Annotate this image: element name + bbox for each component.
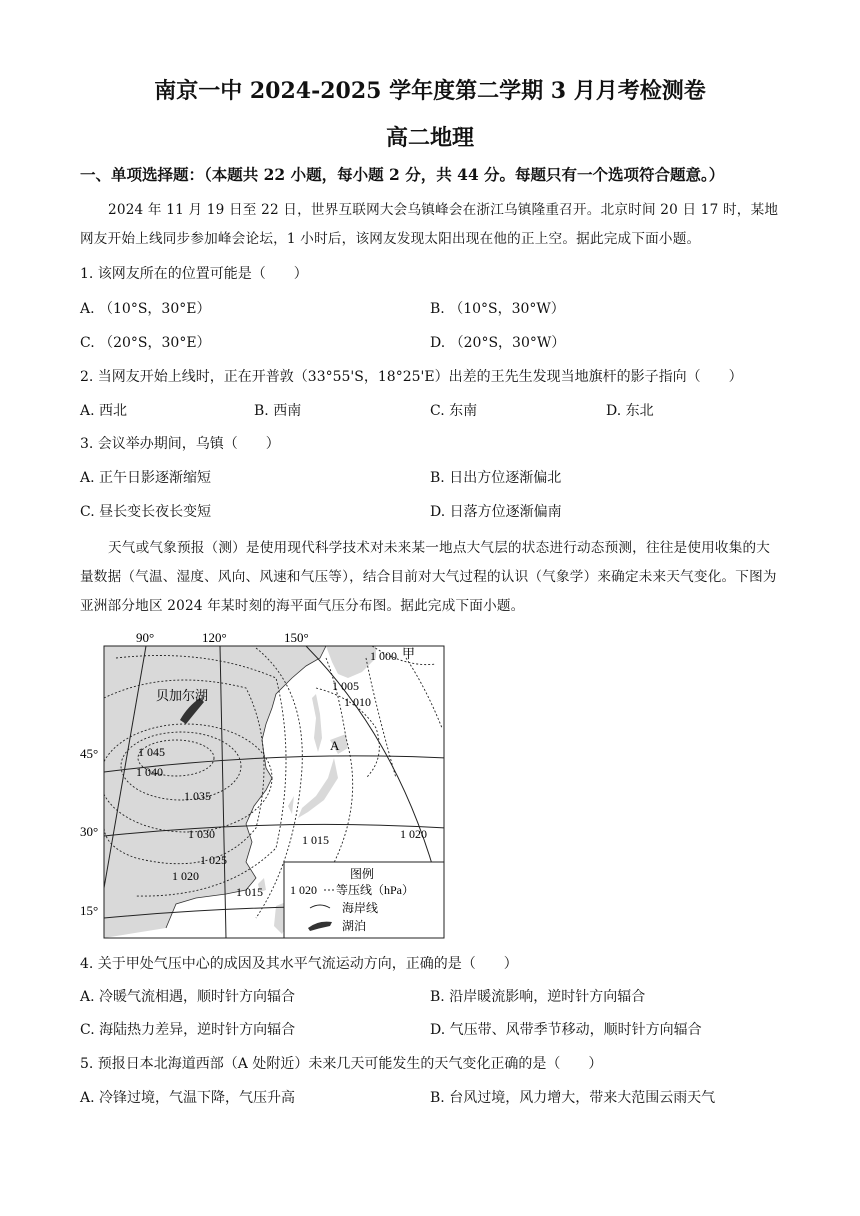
legend-isobar-text: 等压线（hPa）	[336, 883, 415, 897]
q3-option-b: B. 日出方位逐渐偏北	[430, 470, 562, 486]
legend-isobar-sample: 1 020	[290, 883, 317, 897]
q3-option-c: C. 昼长变长夜长变短	[80, 504, 212, 520]
jia-label: 甲	[402, 646, 416, 661]
q5-option-a: A. 冷锋过境，气温下降，气压升高	[80, 1090, 296, 1106]
isobar-label-1010: 1 010	[344, 695, 371, 709]
page-subtitle: 高二地理	[385, 125, 474, 151]
legend-coast-text: 海岸线	[342, 901, 379, 915]
point-a-label: A	[330, 738, 340, 753]
isobar-label-1020-east: 1 020	[400, 827, 427, 841]
page-title: 南京一中 2024-2025 学年度第二学期 3 月月考检测卷	[154, 78, 706, 104]
lon-label-150: 150°	[284, 630, 309, 645]
lat-label-15: 15°	[80, 903, 99, 918]
question-1-stem: 1. 该网友所在的位置可能是（ ）	[80, 266, 308, 282]
lon-label-90: 90°	[136, 630, 155, 645]
pressure-map	[76, 628, 446, 940]
q2-option-a: A. 西北	[80, 403, 128, 419]
question-5-stem: 5. 预报日本北海道西部（A 处附近）未来几天可能发生的天气变化正确的是（ ）	[80, 1056, 603, 1072]
q1-option-c: C. （20°S，30°E）	[80, 335, 211, 351]
isobar-label-1000: 1 000	[370, 649, 397, 663]
sakhalin-land	[312, 694, 322, 752]
q4-option-b: B. 沿岸暖流影响，逆时针方向辐合	[430, 989, 646, 1005]
isobar-label-1005: 1 005	[332, 679, 359, 693]
question-4-stem: 4. 关于甲处气压中心的成因及其水平气流运动方向，正确的是（ ）	[80, 956, 518, 972]
q5-option-b: B. 台风过境，风力增大，带来大范围云雨天气	[430, 1090, 716, 1106]
passage-2: 天气或气象预报（测）是使用现代科学技术对未来某一地点大气层的状态进行动态预测，往往是使用收集的大量数据（气温、湿度、风向、风速和气压等），结合目前对大气过程的认识（气象学）来确定未来天气变化。下图为亚洲部分地区 2024 年某时刻的海平面气压分布图。据此完成下面小题。	[80, 540, 777, 614]
isobar-label-1025: 1 025	[200, 853, 227, 867]
legend-lake-text: 湖泊	[342, 919, 367, 933]
q1-option-a: A. （10°S，30°E）	[80, 301, 211, 317]
section-heading: 一、单项选择题：（本题共 22 小题，每小题 2 分，共 44 分。每题只有一个选项符合题意。）	[80, 165, 725, 184]
legend-title: 图例	[350, 867, 375, 881]
isobar-label-1030: 1 030	[188, 827, 215, 841]
q2-option-b: B. 西南	[254, 403, 302, 419]
lake-label: 贝加尔湖	[156, 688, 209, 703]
q2-option-c: C. 东南	[430, 403, 478, 419]
japan-land	[298, 758, 338, 818]
q3-option-d: D. 日落方位逐渐偏南	[430, 504, 562, 520]
isobar-label-1015-east: 1 015	[302, 833, 329, 847]
q4-option-d: D. 气压带、风带季节移动，顺时针方向辐合	[430, 1022, 702, 1038]
lat-label-30: 30°	[80, 824, 99, 839]
isobar-label-1015-south: 1 015	[236, 885, 263, 899]
isobar-label-1035: 1 035	[184, 789, 211, 803]
isobar-label-1045: 1 045	[138, 745, 165, 759]
lon-label-120: 120°	[202, 630, 227, 645]
q1-option-b: B. （10°S，30°W）	[430, 301, 565, 317]
q4-option-a: A. 冷暖气流相遇，顺时针方向辐合	[80, 989, 296, 1005]
question-2-stem: 2. 当网友开始上线时，正在开普敦（33°55'S，18°25'E）出差的王先生发现当地旗杆的影子指向（ ）	[80, 369, 743, 385]
question-3-stem: 3. 会议举办期间，乌镇（ ）	[80, 436, 280, 452]
korea-land	[288, 796, 294, 814]
q4-option-c: C. 海陆热力差异，逆时针方向辐合	[80, 1022, 296, 1038]
q3-option-a: A. 正午日影逐渐缩短	[80, 470, 212, 486]
isobar-label-1020-west: 1 020	[172, 869, 199, 883]
kamchatka-land	[326, 646, 376, 678]
lat-label-45: 45°	[80, 746, 99, 761]
isobar-label-1040: 1 040	[136, 765, 163, 779]
passage-1: 2024 年 11 月 19 日至 22 日，世界互联网大会乌镇峰会在浙江乌镇隆重召开。北京时间 20 日 17 时，某地网友开始上线同步参加峰会论坛，1 小时后，该网友发现太阳出现在他的正上空。据此完成下面小题。	[80, 202, 779, 247]
q2-option-d: D. 东北	[606, 403, 654, 419]
q1-option-d: D. （20°S，30°W）	[430, 335, 566, 351]
